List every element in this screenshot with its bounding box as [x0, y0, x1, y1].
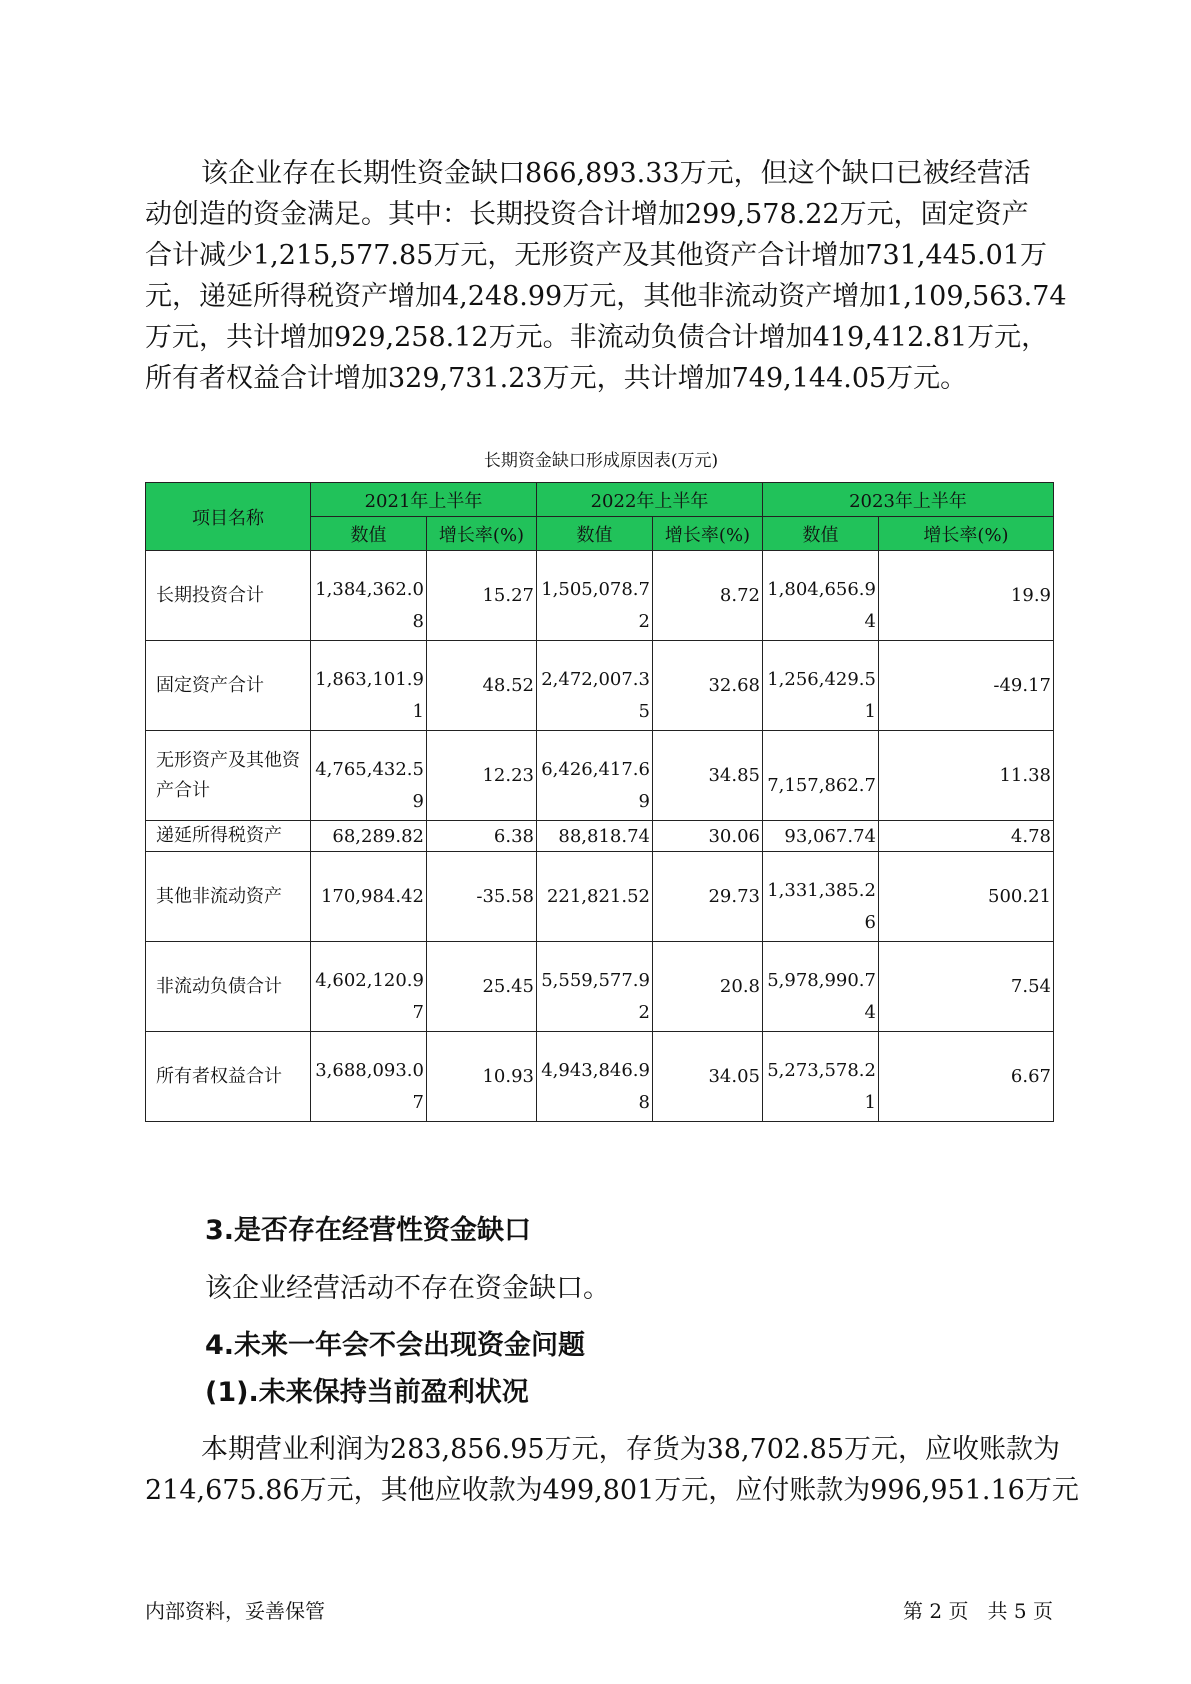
cell-value — [537, 731, 653, 821]
header-period: 2023年上半年 — [763, 483, 1054, 517]
cell-rate-text: 34.05 — [708, 1066, 760, 1087]
cell-rate-text: 4.78 — [1010, 825, 1051, 847]
header-value: 数值 — [311, 517, 427, 551]
cell-value-text: 88,818.74 — [558, 825, 650, 847]
cell-rate-text: 34.85 — [708, 765, 760, 786]
cell-value — [763, 852, 879, 942]
cell-value — [763, 641, 879, 731]
cell-value — [311, 852, 427, 942]
cell-rate-text: 15.27 — [482, 585, 534, 606]
footer-confidential-note: 内部资料，妥善保管 — [145, 1599, 325, 1623]
cell-rate-text: 6.67 — [1010, 1066, 1051, 1087]
text-line: 合计减少1,215,577.85万元，无形资产及其他资产合计增加731,445.01万 — [145, 240, 1047, 271]
cell-value — [537, 641, 653, 731]
long-term-gap-table — [145, 482, 1054, 1122]
cell-rate-text: 7.54 — [1010, 976, 1051, 997]
cell-value-text: 7,157,862.7 — [767, 774, 876, 796]
text-line: 214,675.86万元，其他应收款为499,801万元，应付账款为996,951.16万元 — [145, 1475, 1079, 1506]
row-item-name: 递延所得税资产 — [146, 821, 311, 852]
cell-rate — [879, 1032, 1054, 1122]
cell-rate — [427, 551, 537, 641]
row-item-name: 其他非流动资产 — [146, 852, 311, 942]
cell-rate-text: 30.06 — [708, 825, 760, 847]
cell-rate-text: -49.17 — [993, 675, 1051, 696]
cell-rate-text: 20.8 — [719, 976, 760, 997]
cell-value-text: 4,602,120.97 — [315, 969, 424, 1023]
cell-rate — [653, 551, 763, 641]
text-line: 本期营业利润为283,856.95万元，存货为38,702.85万元，应收账款为 — [201, 1434, 1061, 1465]
header-item-name: 项目名称 — [146, 483, 311, 551]
table-caption: 长期资金缺口形成原因表(万元) — [483, 451, 719, 471]
cell-rate — [879, 551, 1054, 641]
table-row — [146, 551, 1054, 641]
cell-rate-text: 48.52 — [482, 675, 534, 696]
cell-rate-text: 19.9 — [1010, 585, 1051, 606]
paragraph-long-term-gap — [145, 153, 1067, 399]
text-line: 动创造的资金满足。其中：长期投资合计增加299,578.22万元，固定资产 — [145, 199, 1029, 230]
cell-rate — [653, 942, 763, 1032]
cell-rate — [427, 731, 537, 821]
cell-rate — [879, 821, 1054, 852]
cell-value — [537, 852, 653, 942]
cell-rate — [879, 731, 1054, 821]
header-value: 数值 — [763, 517, 879, 551]
cell-rate — [879, 852, 1054, 942]
header-rate: 增长率(%) — [427, 517, 537, 551]
table-row — [146, 821, 1054, 852]
cell-value-text: 2,472,007.35 — [541, 668, 650, 722]
cell-rate-text: 8.72 — [719, 585, 760, 606]
header-period: 2022年上半年 — [537, 483, 763, 517]
cell-value-text: 221,821.52 — [546, 886, 650, 907]
cell-value-text: 5,559,577.92 — [541, 969, 650, 1023]
cell-rate-text: -35.58 — [476, 886, 534, 907]
cell-value-text: 5,978,990.74 — [767, 969, 876, 1023]
cell-value — [311, 731, 427, 821]
cell-rate-text: 11.38 — [999, 765, 1051, 786]
cell-value — [537, 942, 653, 1032]
text-line: 所有者权益合计增加329,731.23万元，共计增加749,144.05万元。 — [145, 363, 968, 394]
cell-value-text: 68,289.82 — [332, 825, 424, 847]
cell-value-text: 1,804,656.94 — [767, 578, 876, 632]
cell-value-text: 1,863,101.91 — [315, 668, 424, 722]
cell-rate — [653, 1032, 763, 1122]
section-heading-3: 3.是否存在经营性资金缺口 — [205, 1215, 532, 1246]
cell-value-text: 1,256,429.51 — [767, 668, 876, 722]
cell-value-text: 4,943,846.98 — [541, 1059, 650, 1113]
header-rate: 增长率(%) — [653, 517, 763, 551]
row-item-name: 所有者权益合计 — [146, 1032, 311, 1122]
cell-value — [311, 821, 427, 852]
cell-rate — [427, 942, 537, 1032]
paragraph-operating-gap: 该企业经营活动不存在资金缺口。 — [205, 1273, 610, 1304]
table-row — [146, 852, 1054, 942]
cell-rate-text: 12.23 — [482, 765, 534, 786]
cell-value — [763, 942, 879, 1032]
cell-rate — [653, 852, 763, 942]
cell-value — [537, 551, 653, 641]
row-item-name: 非流动负债合计 — [146, 942, 311, 1032]
cell-rate — [653, 641, 763, 731]
cell-value — [537, 1032, 653, 1122]
cell-value-text: 1,384,362.08 — [315, 578, 424, 632]
cell-rate — [879, 942, 1054, 1032]
subsection-heading-4-1: (1).未来保持当前盈利状况 — [205, 1377, 529, 1408]
cell-value — [311, 942, 427, 1032]
table-row — [146, 1032, 1054, 1122]
cell-value — [763, 1032, 879, 1122]
cell-value — [311, 641, 427, 731]
row-item-name: 长期投资合计 — [146, 551, 311, 641]
header-rate: 增长率(%) — [879, 517, 1054, 551]
footer-page-number: 第 2 页 共 5 页 — [903, 1599, 1053, 1623]
cell-value — [763, 731, 879, 821]
cell-value-text: 1,505,078.72 — [541, 578, 650, 632]
cell-value-text: 3,688,093.07 — [315, 1059, 424, 1113]
text-line: 该企业存在长期性资金缺口866,893.33万元，但这个缺口已被经营活 — [201, 158, 1031, 189]
cell-value-text: 1,331,385.26 — [767, 879, 876, 933]
header-period: 2021年上半年 — [311, 483, 537, 517]
cell-value — [763, 551, 879, 641]
cell-value — [311, 551, 427, 641]
table-row — [146, 942, 1054, 1032]
cell-rate-text: 32.68 — [708, 675, 760, 696]
header-value: 数值 — [537, 517, 653, 551]
cell-rate-text: 29.73 — [708, 886, 760, 907]
text-line: 元，递延所得税资产增加4,248.99万元，其他非流动资产增加1,109,563.74 — [145, 281, 1067, 312]
cell-rate — [653, 821, 763, 852]
row-item-name: 无形资产及其他资产合计 — [146, 731, 311, 821]
cell-value-text: 93,067.74 — [784, 825, 876, 847]
cell-rate — [427, 641, 537, 731]
text-line: 万元，共计增加929,258.12万元。非流动负债合计增加419,412.81万元， — [145, 322, 1049, 353]
cell-rate-text: 10.93 — [482, 1066, 534, 1087]
cell-value-text: 5,273,578.21 — [767, 1059, 876, 1113]
cell-rate-text: 500.21 — [988, 886, 1051, 907]
cell-value-text: 4,765,432.59 — [315, 758, 424, 812]
cell-value — [763, 821, 879, 852]
cell-rate-text: 25.45 — [482, 976, 534, 997]
section-heading-4: 4.未来一年会不会出现资金问题 — [205, 1330, 586, 1361]
cell-rate — [427, 821, 537, 852]
table-row — [146, 641, 1054, 731]
cell-rate — [653, 731, 763, 821]
cell-rate-text: 6.38 — [493, 825, 534, 847]
row-item-name: 固定资产合计 — [146, 641, 311, 731]
cell-value — [311, 1032, 427, 1122]
cell-value-text: 6,426,417.69 — [541, 758, 650, 812]
cell-rate — [427, 852, 537, 942]
paragraph-profit-status — [145, 1429, 1079, 1511]
cell-rate — [879, 641, 1054, 731]
cell-rate — [427, 1032, 537, 1122]
cell-value-text: 170,984.42 — [320, 886, 424, 907]
table-row — [146, 731, 1054, 821]
cell-value — [537, 821, 653, 852]
